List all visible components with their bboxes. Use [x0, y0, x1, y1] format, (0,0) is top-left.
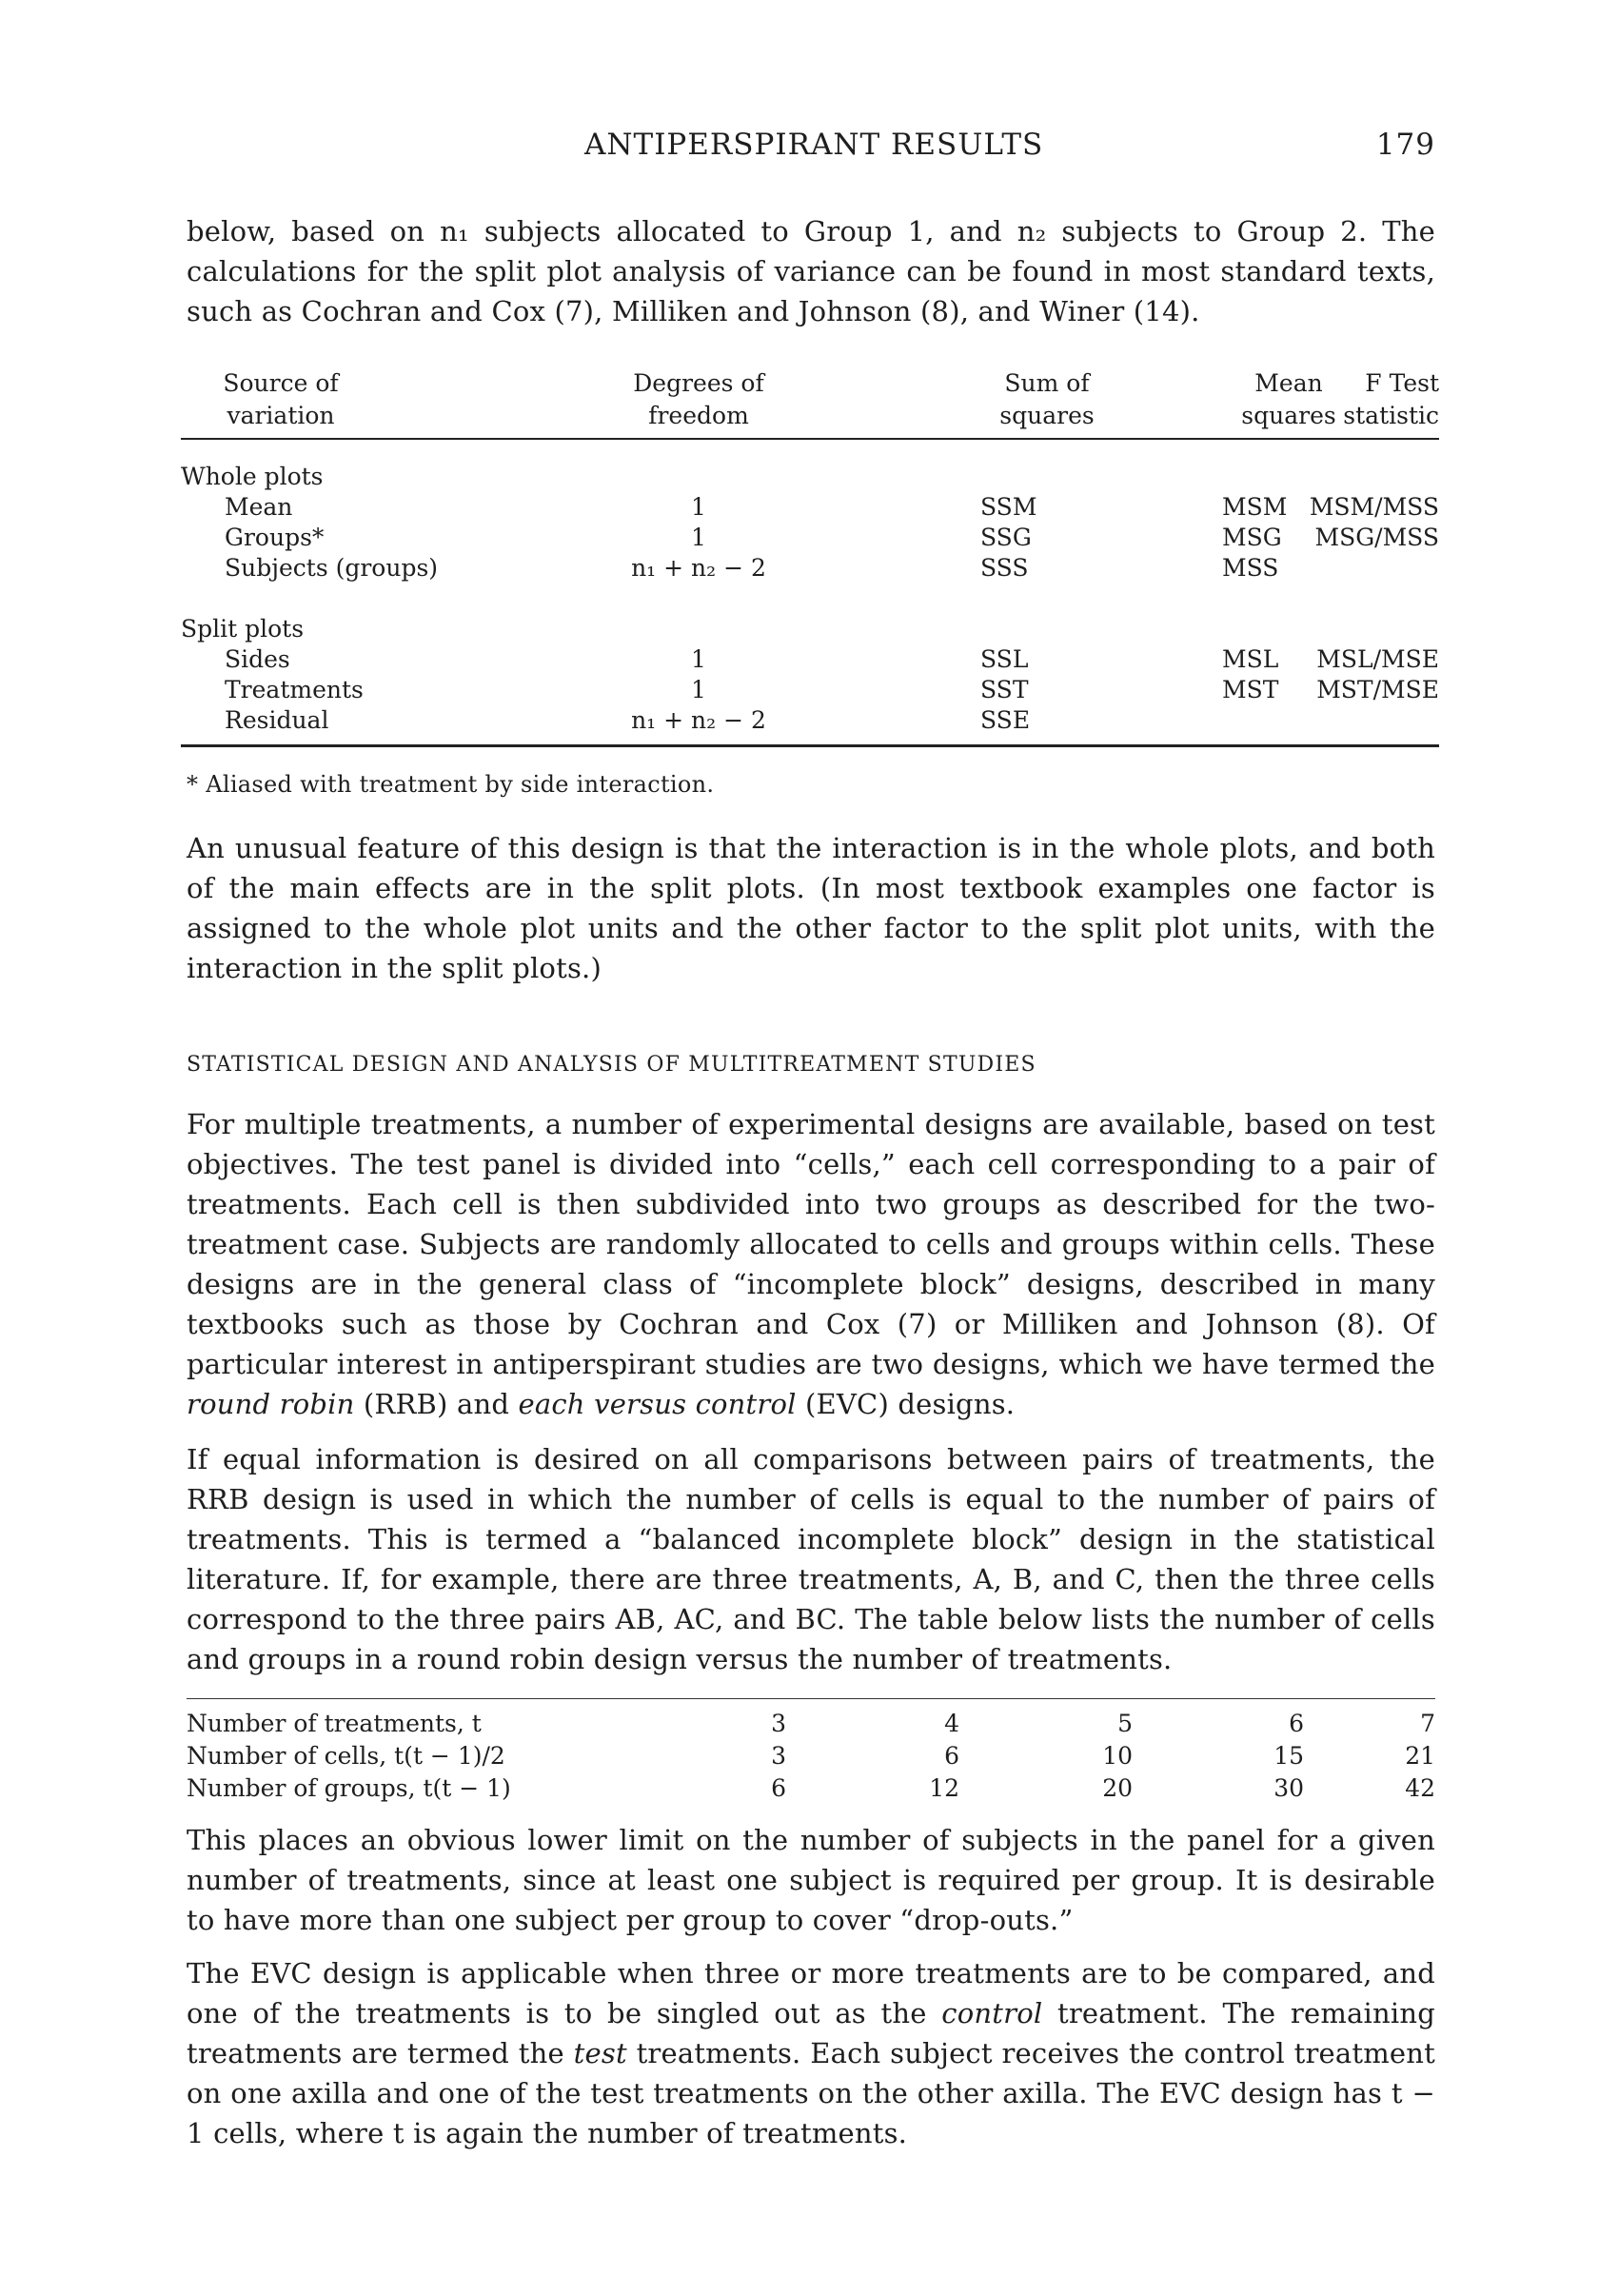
- anova-header: [181, 367, 1439, 436]
- page-number: 179: [1375, 128, 1435, 162]
- header-df: Degrees of freedom: [633, 369, 764, 429]
- table-row: Mean 1 SSM MSM MSM/MSS: [225, 493, 1439, 521]
- paragraph-equal-information: If equal information is desired on all comparisons between pairs of treatments, the RRB design is used in which the number of cells is equal to the number of pairs of treatments. This is termed a “balanced incomplete block” design in the statistical literature. If, for example, there are three treatments, A, B, and C, then the three cells correspond to the three pairs AB, AC, and BC. The table below lists the number of cells and groups in a round robin design versus the number of treatments.: [187, 1443, 1435, 1675]
- intro-line-2: calculations for the split plot analysis of variance can be found in most standard texts,: [187, 255, 1435, 287]
- table-row: Treatments 1 SST MST MST/MSE: [225, 676, 1439, 703]
- term-each-versus-control: each versus control: [518, 1388, 797, 1420]
- header-f: F Test statistic: [1343, 369, 1439, 429]
- term-test: test: [573, 2037, 627, 2069]
- running-header: [187, 128, 1435, 171]
- term-control: control: [941, 1997, 1043, 2029]
- intro-line-3: such as Cochran and Cox (7), Milliken and Johnson (8), and Winer (14).: [187, 295, 1200, 327]
- anova-table: [181, 367, 1439, 734]
- paragraph-lower-limit: This places an obvious lower limit on the number of subjects in the panel for a given number of treatments, since at least one subject is required per group. It is desirable to have more than one subject per group to cover “drop-outs.”: [187, 1824, 1435, 1936]
- paragraph-evc-design: The EVC design is applicable when three or more treatments are to be compared, and one of the treatments is to be singled out as the control treatment. The remaining treatments are termed the test treatments. Each subject receives the control treatment on one axilla and one of the test treatments on the other axilla. The EVC design has t − 1 cells, where t is again the number of treatments.: [187, 1957, 1436, 2149]
- paragraph-unusual-feature: An unusual feature of this design is that the interaction is in the whole plots, and both of the main effects are in the split plots. (In most textbook examples one factor is assigned to the whole plot units and the other factor to the split plot units, with the interaction in the split plots.): [187, 832, 1435, 984]
- header-source: Source of variation: [223, 369, 339, 429]
- group-label-split: Split plots: [181, 615, 305, 643]
- group-label-whole: Whole plots: [181, 463, 324, 490]
- table-rule-top: [181, 438, 1439, 440]
- rrb-table-rule: [187, 1698, 1435, 1699]
- intro-line-1: below, based on n₁ subjects allocated to Group 1, and n₂ subjects to Group 2. The: [187, 215, 1435, 247]
- paragraph-multiple-treatments: For multiple treatments, a number of experimental designs are available, based on test objectives. The test panel is divided into “cells,” each cell corresponding to a pair of treatments. Each cell is then subdivided into two groups as described for the two-treatment case. Subjects are randomly allocated to cells and groups within cells. These designs are in the general class of “incomplete block” designs, described in many textbooks such as those by Cochran and Cox (7) or Milliken and Johnson (8). Of particular interest in antiperspirant studies are two designs, which we have termed the round robin (RRB) and each versus control (EVC) designs.: [187, 1108, 1435, 1420]
- section-heading: STATISTICAL DESIGN AND ANALYSIS OF MULTITREATMENT STUDIES: [187, 1053, 1036, 1077]
- table-row: Residual n₁ + n₂ − 2 SSE: [225, 706, 1031, 734]
- table-footnote: * Aliased with treatment by side interaction.: [187, 771, 715, 798]
- header-ss: Sum of squares: [999, 369, 1095, 429]
- intro-paragraph: [187, 211, 1435, 331]
- header-ms: Mean squares: [1241, 369, 1336, 429]
- table-row: Number of cells, t(t − 1)/2 3 6 10 15 21: [187, 1742, 1435, 1770]
- table-row: Subjects (groups) n₁ + n₂ − 2 SSS MSS: [225, 554, 1279, 582]
- running-title: ANTIPERSPIRANT RESULTS: [584, 128, 1044, 162]
- table-row: Number of groups, t(t − 1) 6 12 20 30 42: [187, 1774, 1435, 1802]
- table-row: Sides 1 SSL MSL MSL/MSE: [225, 645, 1439, 673]
- table-row: Number of treatments, t 3 4 5 6 7: [187, 1710, 1435, 1737]
- table-row: Groups* 1 SSG MSG MSG/MSS: [225, 524, 1439, 551]
- table-rule-bottom: [181, 744, 1439, 747]
- term-round-robin: round robin: [187, 1388, 355, 1420]
